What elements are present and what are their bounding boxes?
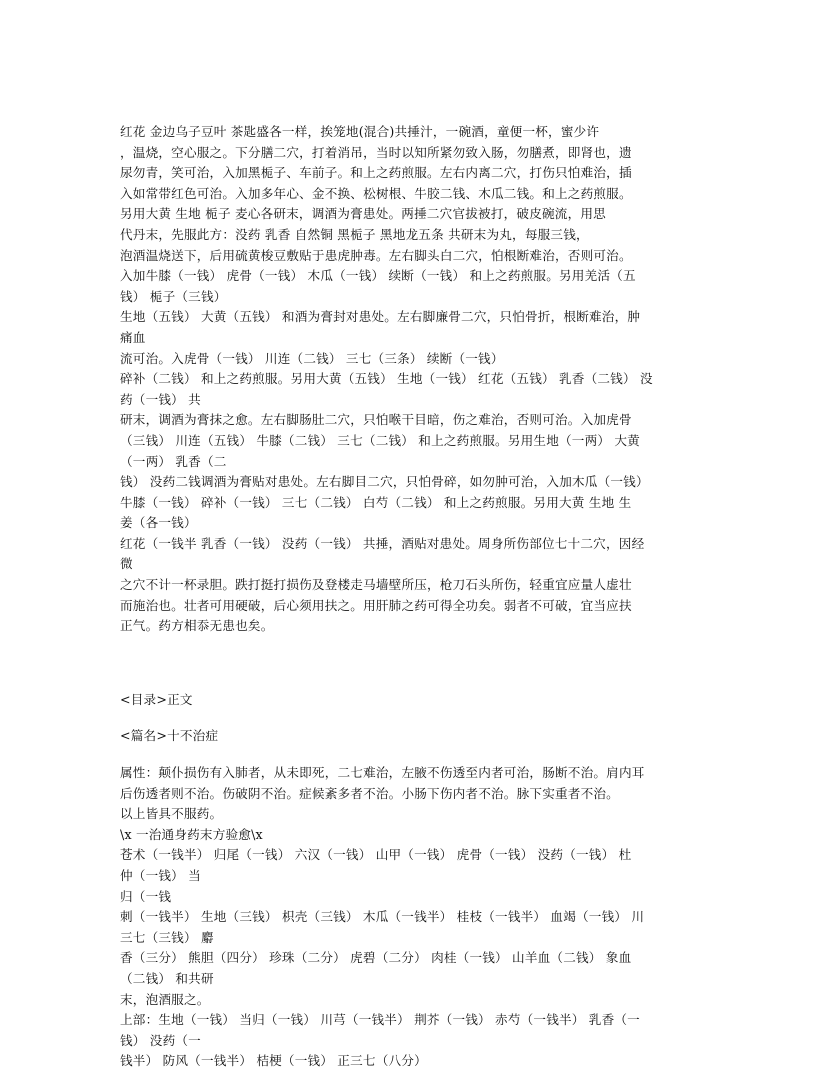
- text-line: 另用大黄 生地 栀子 麦心各研末，调酒为膏患处。两捶二穴官拔被打，破皮碗流，用思: [120, 206, 606, 222]
- spacer: [120, 637, 698, 690]
- text-line: （二钱） 和共研: [120, 970, 214, 986]
- text-line: 研末，调酒为膏抹之愈。左右脚肠肚二穴，只怕喉干目暗，伤之难治，否则可治。入加虎骨: [120, 412, 632, 428]
- text-line: 之穴不计一杯录胆。跌打挺打损伤及登楼走马墙壁所压，枪刀石头所伤，轻重宜应量人虚壮: [120, 577, 632, 593]
- text-line: 后伤透者则不治。伤破阴不治。症候紊多者不治。小肠下伤内者不治。脉下实重者不治。: [120, 785, 619, 801]
- text-line: 末，泡酒服之。: [120, 991, 210, 1007]
- text-line: 流可治。入虎骨（一钱） 川连（二钱） 三七（三条） 续断（一钱）: [120, 350, 504, 366]
- text-line: 钱半） 防风（一钱半） 桔梗（一钱） 正三七（八分）: [120, 1053, 427, 1069]
- catalog-heading: <目录>正文: [120, 691, 193, 707]
- text-line: \x 一治通身药末方验愈\x: [120, 826, 263, 842]
- text-line: 三七（三钱） 麝: [120, 929, 214, 945]
- text-line: ，温烧，空心服之。下分膳二穴，打着消吊，当时以知所紧勿致入肠，勿膳煮，即肾也，遗: [120, 144, 632, 160]
- text-line: 代丹末，先服此方：没药 乳香 自然铜 黑栀子 黑地龙五条 共研末为丸，每服三钱，: [120, 226, 589, 242]
- ten-incurable-symptoms-block: [120, 763, 698, 1072]
- text-line: 红花（一钱半 乳香（一钱） 没药（一钱） 共捶，酒贴对患处。周身所伤部位七十二穴，因经: [120, 535, 645, 551]
- text-line: 红花 金边乌子豆叶 茶匙盛各一样，挨笼地(混合)共捶汁，一碗酒，童便一杯，蜜少许: [120, 124, 600, 139]
- text-line: 仲（一钱） 当: [120, 868, 201, 883]
- text-line: （一两） 乳香（二: [120, 453, 227, 469]
- text-line: 以上皆具不服药。: [120, 806, 223, 822]
- chapter-heading: <篇名>十不治症: [120, 728, 219, 744]
- text-line: 生地（五钱） 大黄（五钱） 和酒为膏封对患处。左右脚廉骨二穴，只怕骨折，根断难治，肿: [120, 309, 641, 325]
- text-line: 属性：颠仆损伤有入肺者，从未即死，二七难治，左腋不伤透至内者可治，肠断不治。肩内耳: [120, 765, 645, 781]
- text-line: 而施治也。壮者可用硬破，后心须用扶之。用肝肺之药可得全功矣。弱者不可破，宜当应扶: [120, 597, 632, 613]
- text-line: 钱） 栀子（三钱）: [120, 288, 227, 304]
- text-line: 上部：生地（一钱） 当归（一钱） 川芎（一钱半） 荆芥（一钱） 赤芍（一钱半） 乳香（一: [120, 1012, 640, 1028]
- text-line: 药（一钱） 共: [120, 391, 201, 407]
- text-line: 碎补（二钱） 和上之药煎服。另用大黄（五钱） 生地（一钱） 红花（五钱） 乳香（二钱） 没: [120, 371, 653, 387]
- text-line: 泡酒温烧送下，后用硫黄梭豆敷贴于患虎肿毒。左右脚头白二穴，怕根断难治，否则可治。: [120, 247, 632, 263]
- text-line: 姜（各一钱）: [120, 515, 197, 531]
- text-line: 归（一钱: [120, 888, 172, 904]
- text-line: 钱） 没药（一: [120, 1032, 201, 1048]
- text-line: 钱） 没药二钱调酒为膏贴对患处。左右脚目二穴，只怕骨碎，如勿肿可治，入加木瓜（一钱）: [120, 474, 649, 490]
- text-line: 痛血: [120, 329, 146, 345]
- spacer: [120, 710, 698, 726]
- text-line: 苍术（一钱半） 归尾（一钱） 六汉（一钱） 山甲（一钱） 虎骨（一钱） 没药（一钱） 杜: [120, 847, 632, 863]
- text-line: 刺（一钱半） 生地（三钱） 枳壳（三钱） 木瓜（一钱半） 桂枝（一钱半） 血竭（一钱） 川: [120, 909, 645, 925]
- spacer: [120, 747, 698, 763]
- text-line: 正气。药方相忝无患也矣。: [120, 618, 274, 634]
- text-line: 牛膝（一钱） 碎补（一钱） 三七（二钱） 白芍（二钱） 和上之药煎服。另用大黄 生地 生: [120, 494, 632, 510]
- document-page: [120, 122, 698, 1072]
- text-line: 入如常带红色可治。入加多年心、金不换、松树根、牛胶二钱、木瓜二钱。和上之药煎服。: [120, 185, 632, 201]
- text-line: 微: [120, 556, 133, 572]
- text-line: 入加牛膝（一钱） 虎骨（一钱） 木瓜（一钱） 续断（一钱） 和上之药煎服。另用羌活（五: [120, 268, 636, 284]
- prescription-text-block: [120, 122, 698, 637]
- text-line: （三钱） 川连（五钱） 牛膝（二钱） 三七（二钱） 和上之药煎服。另用生地（一两） 大黄: [120, 432, 640, 448]
- text-line: 香（三分） 熊胆（四分） 珍珠（二分） 虎碧（二分） 肉桂（一钱） 山羊血（二钱） 象血: [120, 950, 632, 966]
- text-line: 尿勿青，笑可治，入加黑栀子、车前子。和上之药煎服。左右内离二穴，打伤只怕难治，插: [120, 165, 632, 181]
